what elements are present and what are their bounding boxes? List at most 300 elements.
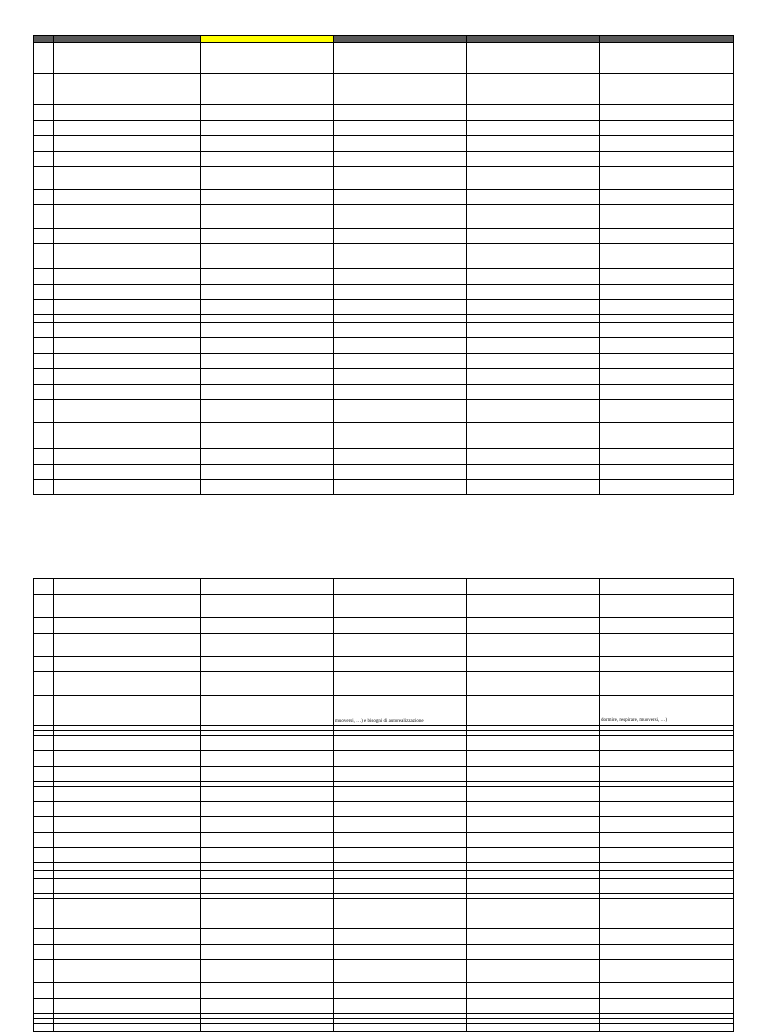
table-cell[interactable] [201,152,334,167]
table-cell[interactable] [201,657,334,672]
table-cell[interactable] [201,595,334,618]
table-cell[interactable] [54,618,201,634]
table-cell[interactable] [467,983,600,999]
table-cell[interactable] [201,167,334,190]
table-cell[interactable] [334,787,467,802]
table-cell[interactable] [201,400,334,423]
table-cell[interactable] [34,595,54,618]
table-cell[interactable] [201,74,334,105]
table-cell[interactable] [201,960,334,983]
table-cell[interactable] [600,465,734,480]
table-cell[interactable] [600,338,734,354]
table-cell[interactable] [201,285,334,300]
table-cell[interactable] [334,767,467,782]
table-cell[interactable] [467,787,600,802]
table-cell[interactable] [54,848,201,863]
table-cell[interactable] [54,300,201,315]
table-cell[interactable] [201,817,334,833]
table-cell[interactable] [54,205,201,229]
table-cell[interactable] [334,74,467,105]
table-cell[interactable] [600,929,734,945]
table-cell[interactable] [467,338,600,354]
table-cell[interactable] [467,945,600,960]
table-cell[interactable] [467,579,600,595]
table-cell[interactable] [201,190,334,205]
table-cell[interactable] [467,736,600,751]
table-cell[interactable] [34,300,54,315]
table-cell[interactable] [34,863,54,871]
table-cell[interactable] [467,121,600,136]
table-cell[interactable] [34,1024,54,1032]
table-cell[interactable] [201,672,334,696]
table-cell[interactable] [54,736,201,751]
table-cell[interactable] [34,983,54,999]
table-cell[interactable] [334,229,467,244]
table-cell[interactable] [201,315,334,323]
table-cell[interactable] [34,871,54,879]
table-cell[interactable] [334,315,467,323]
table-cell[interactable] [201,354,334,369]
table-cell[interactable] [334,657,467,672]
table-cell[interactable] [334,105,467,121]
table-cell[interactable] [201,634,334,657]
table-cell[interactable] [54,751,201,767]
table-cell[interactable] [600,449,734,465]
table-cell[interactable] [334,848,467,863]
table-cell[interactable] [54,899,201,929]
table-cell[interactable] [467,190,600,205]
note-cell-physiological[interactable]: dormire, respirare, muoversi, …) [600,696,734,726]
table-cell[interactable] [54,802,201,817]
table-cell[interactable] [34,833,54,848]
table-cell[interactable] [600,105,734,121]
table-cell[interactable] [600,899,734,929]
table-cell[interactable] [34,43,54,74]
table-cell[interactable] [334,190,467,205]
table-cell[interactable] [334,871,467,879]
table-cell[interactable] [600,833,734,848]
table-cell[interactable] [34,205,54,229]
table-cell[interactable] [334,672,467,696]
table-cell[interactable] [334,465,467,480]
table-cell[interactable] [54,480,201,495]
table-cell[interactable] [600,229,734,244]
table-cell[interactable] [334,354,467,369]
table-cell[interactable] [201,787,334,802]
table-cell[interactable] [600,618,734,634]
table-cell[interactable] [34,285,54,300]
header-cell[interactable] [34,36,54,43]
table-cell[interactable] [600,167,734,190]
table-cell[interactable] [467,899,600,929]
note-cell-needs[interactable]: muoversi, …) e bisogni di autorealizzazione [334,696,467,726]
table-cell[interactable] [54,595,201,618]
table-cell[interactable] [467,244,600,269]
table-cell[interactable] [201,618,334,634]
header-cell[interactable] [54,36,201,43]
table-cell[interactable] [54,400,201,423]
table-cell[interactable] [600,999,734,1014]
table-cell[interactable] [467,871,600,879]
table-cell[interactable] [201,802,334,817]
table-cell[interactable] [334,618,467,634]
table-cell[interactable] [54,338,201,354]
table-cell[interactable] [467,74,600,105]
table-cell[interactable] [201,369,334,385]
table-cell[interactable] [201,863,334,871]
table-cell[interactable] [34,190,54,205]
table-cell[interactable] [201,736,334,751]
table-cell[interactable] [334,205,467,229]
table-cell[interactable] [201,465,334,480]
table-cell[interactable] [54,696,201,726]
table-cell[interactable] [334,480,467,495]
table-cell[interactable] [334,43,467,74]
table-cell[interactable] [600,579,734,595]
table-cell[interactable] [201,244,334,269]
table-cell[interactable] [334,285,467,300]
table-cell[interactable] [201,983,334,999]
table-cell[interactable] [600,767,734,782]
table-cell[interactable] [600,285,734,300]
table-cell[interactable] [600,736,734,751]
table-cell[interactable] [467,300,600,315]
table-cell[interactable] [334,1024,467,1032]
table-cell[interactable] [600,657,734,672]
table-cell[interactable] [467,634,600,657]
table-cell[interactable] [34,817,54,833]
table-cell[interactable] [54,323,201,338]
table-cell[interactable] [201,1024,334,1032]
table-cell[interactable] [334,736,467,751]
table-cell[interactable] [334,244,467,269]
table-cell[interactable] [600,879,734,894]
table-cell[interactable] [54,229,201,244]
table-cell[interactable] [467,354,600,369]
table-cell[interactable] [467,385,600,400]
table-cell[interactable] [334,802,467,817]
table-cell[interactable] [467,152,600,167]
table-cell[interactable] [600,787,734,802]
table-cell[interactable] [334,338,467,354]
table-cell[interactable] [467,136,600,152]
table-cell[interactable] [54,449,201,465]
table-cell[interactable] [600,385,734,400]
table-cell[interactable] [600,960,734,983]
header-cell[interactable] [467,36,600,43]
table-cell[interactable] [201,929,334,945]
table-cell[interactable] [201,449,334,465]
table-cell[interactable] [334,152,467,167]
table-cell[interactable] [600,802,734,817]
header-cell[interactable] [334,36,467,43]
table-cell[interactable] [600,74,734,105]
table-cell[interactable] [467,465,600,480]
table-cell[interactable] [600,369,734,385]
table-cell[interactable] [54,657,201,672]
table-cell[interactable] [54,983,201,999]
table-cell[interactable] [34,960,54,983]
table-cell[interactable] [201,879,334,894]
table-cell[interactable] [600,43,734,74]
table-cell[interactable] [334,929,467,945]
table-cell[interactable] [34,315,54,323]
table-cell[interactable] [334,400,467,423]
table-cell[interactable] [54,929,201,945]
table-cell[interactable] [467,205,600,229]
table-cell[interactable] [600,423,734,449]
table-cell[interactable] [334,369,467,385]
table-cell[interactable] [34,338,54,354]
table-cell[interactable] [600,983,734,999]
table-cell[interactable] [334,817,467,833]
table-cell[interactable] [54,385,201,400]
table-cell[interactable] [600,354,734,369]
table-cell[interactable] [34,767,54,782]
table-cell[interactable] [54,999,201,1014]
table-cell[interactable] [334,863,467,871]
table-cell[interactable] [34,465,54,480]
table-cell[interactable] [467,672,600,696]
table-cell[interactable] [334,751,467,767]
table-cell[interactable] [467,369,600,385]
table-cell[interactable] [34,385,54,400]
table-cell[interactable] [54,369,201,385]
table-cell[interactable] [34,449,54,465]
table-cell[interactable] [54,167,201,190]
table-cell[interactable] [54,960,201,983]
table-cell[interactable] [201,696,334,726]
table-cell[interactable] [467,767,600,782]
table-cell[interactable] [467,751,600,767]
table-cell[interactable] [467,929,600,945]
table-cell[interactable] [600,1024,734,1032]
table-cell[interactable] [54,465,201,480]
table-cell[interactable] [34,929,54,945]
table-cell[interactable] [201,338,334,354]
table-cell[interactable] [34,848,54,863]
table-cell[interactable] [201,480,334,495]
table-cell[interactable] [467,833,600,848]
table-cell[interactable] [201,871,334,879]
table-cell[interactable] [600,945,734,960]
table-cell[interactable] [201,385,334,400]
table-cell[interactable] [467,449,600,465]
table-cell[interactable] [54,672,201,696]
table-cell[interactable] [334,423,467,449]
table-cell[interactable] [467,618,600,634]
table-cell[interactable] [34,696,54,726]
table-cell[interactable] [600,863,734,871]
table-cell[interactable] [600,244,734,269]
table-cell[interactable] [34,167,54,190]
table-cell[interactable] [201,43,334,74]
table-cell[interactable] [600,323,734,338]
table-cell[interactable] [201,899,334,929]
table-cell[interactable] [334,960,467,983]
table-cell[interactable] [467,323,600,338]
table-cell[interactable] [600,400,734,423]
table-cell[interactable] [54,634,201,657]
table-cell[interactable] [34,323,54,338]
table-cell[interactable] [54,244,201,269]
table-cell[interactable] [600,634,734,657]
table-cell[interactable] [54,879,201,894]
table-cell[interactable] [34,999,54,1014]
table-cell[interactable] [54,767,201,782]
table-cell[interactable] [34,152,54,167]
table-cell[interactable] [34,269,54,285]
table-cell[interactable] [201,121,334,136]
table-cell[interactable] [334,579,467,595]
table-cell[interactable] [334,323,467,338]
table-cell[interactable] [467,657,600,672]
table-cell[interactable] [54,833,201,848]
table-cell[interactable] [467,229,600,244]
table-cell[interactable] [54,105,201,121]
table-cell[interactable] [467,1024,600,1032]
table-cell[interactable] [34,121,54,136]
table-cell[interactable] [34,136,54,152]
table-cell[interactable] [600,190,734,205]
table-cell[interactable] [34,634,54,657]
table-cell[interactable] [334,385,467,400]
table-cell[interactable] [600,817,734,833]
table-cell[interactable] [334,879,467,894]
table-cell[interactable] [467,315,600,323]
table-cell[interactable] [201,205,334,229]
table-cell[interactable] [467,423,600,449]
table-cell[interactable] [467,696,600,726]
table-cell[interactable] [201,269,334,285]
table-cell[interactable] [34,751,54,767]
table-cell[interactable] [201,999,334,1014]
table-cell[interactable] [467,863,600,871]
table-cell[interactable] [54,74,201,105]
table-cell[interactable] [201,136,334,152]
table-cell[interactable] [467,848,600,863]
table-cell[interactable] [334,300,467,315]
table-cell[interactable] [34,579,54,595]
header-cell[interactable] [201,36,334,43]
table-cell[interactable] [467,960,600,983]
table-cell[interactable] [600,152,734,167]
table-cell[interactable] [54,945,201,960]
table-cell[interactable] [54,43,201,74]
table-cell[interactable] [467,400,600,423]
table-cell[interactable] [201,751,334,767]
table-cell[interactable] [201,579,334,595]
table-cell[interactable] [54,354,201,369]
table-cell[interactable] [34,899,54,929]
table-cell[interactable] [54,579,201,595]
table-cell[interactable] [467,167,600,190]
table-cell[interactable] [600,269,734,285]
table-cell[interactable] [54,121,201,136]
table-cell[interactable] [600,121,734,136]
table-cell[interactable] [34,787,54,802]
table-cell[interactable] [334,999,467,1014]
table-cell[interactable] [600,595,734,618]
table-cell[interactable] [600,136,734,152]
table-cell[interactable] [467,269,600,285]
table-cell[interactable] [600,300,734,315]
table-cell[interactable] [34,480,54,495]
table-cell[interactable] [201,833,334,848]
table-cell[interactable] [201,945,334,960]
table-cell[interactable] [334,945,467,960]
table-cell[interactable] [54,285,201,300]
table-cell[interactable] [34,802,54,817]
table-cell[interactable] [467,43,600,74]
table-cell[interactable] [467,879,600,894]
table-cell[interactable] [334,595,467,618]
table-cell[interactable] [334,121,467,136]
table-cell[interactable] [201,323,334,338]
table-cell[interactable] [34,657,54,672]
table-cell[interactable] [34,74,54,105]
table-cell[interactable] [467,802,600,817]
table-cell[interactable] [334,269,467,285]
table-cell[interactable] [54,269,201,285]
table-cell[interactable] [467,105,600,121]
table-cell[interactable] [34,736,54,751]
table-cell[interactable] [201,229,334,244]
table-cell[interactable] [467,285,600,300]
table-cell[interactable] [334,899,467,929]
table-cell[interactable] [34,229,54,244]
table-cell[interactable] [34,879,54,894]
table-cell[interactable] [201,300,334,315]
table-cell[interactable] [600,751,734,767]
table-cell[interactable] [467,817,600,833]
table-cell[interactable] [34,423,54,449]
table-cell[interactable] [600,205,734,229]
table-cell[interactable] [54,152,201,167]
table-cell[interactable] [54,787,201,802]
table-cell[interactable] [334,167,467,190]
table-cell[interactable] [34,672,54,696]
table-cell[interactable] [201,848,334,863]
table-cell[interactable] [34,369,54,385]
table-cell[interactable] [201,767,334,782]
table-cell[interactable] [54,817,201,833]
table-cell[interactable] [34,244,54,269]
table-cell[interactable] [54,871,201,879]
table-cell[interactable] [334,983,467,999]
table-cell[interactable] [600,315,734,323]
table-cell[interactable] [600,848,734,863]
table-cell[interactable] [467,480,600,495]
table-cell[interactable] [54,1024,201,1032]
table-cell[interactable] [334,136,467,152]
header-cell[interactable] [600,36,734,43]
table-cell[interactable] [201,105,334,121]
table-cell[interactable] [600,672,734,696]
table-cell[interactable] [54,863,201,871]
table-cell[interactable] [34,400,54,423]
table-cell[interactable] [54,315,201,323]
table-cell[interactable] [34,105,54,121]
table-cell[interactable] [54,136,201,152]
table-cell[interactable] [201,423,334,449]
table-cell[interactable] [334,833,467,848]
table-cell[interactable] [54,423,201,449]
table-cell[interactable] [34,354,54,369]
table-cell[interactable] [334,449,467,465]
table-cell[interactable] [334,634,467,657]
table-cell[interactable] [600,480,734,495]
